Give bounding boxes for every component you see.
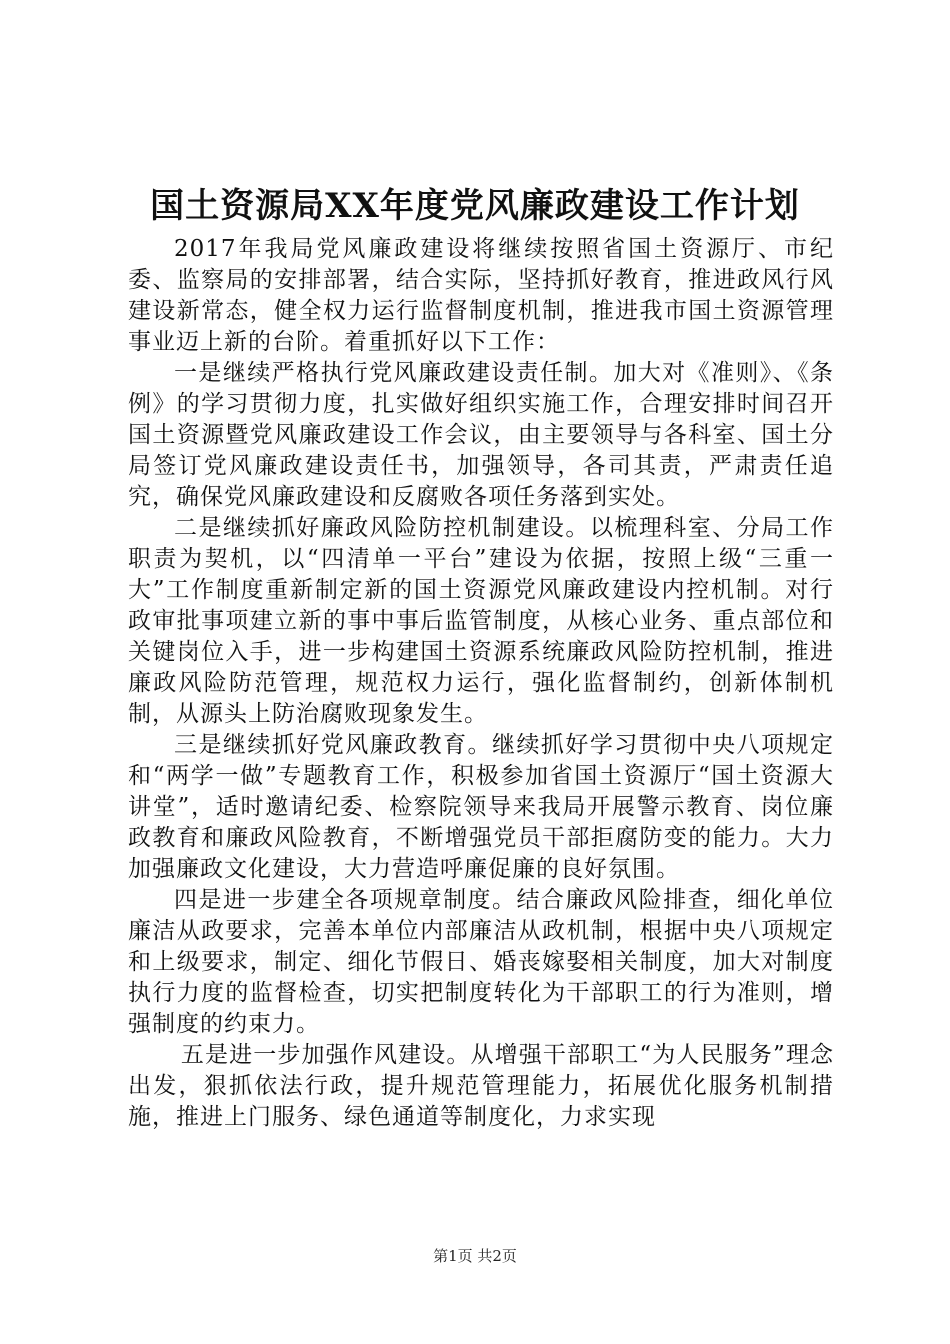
paragraph-intro: 2017年我局党风廉政建设将继续按照省国土资源厅、市纪委、监察局的安排部署，结合实际，坚持抓好教育，推进政风行风建设新常态，健全权力运行监督制度机制，推进我市国土资源管理事业迈上新的台阶。着重抓好以下工作：: [128, 236, 834, 355]
document-title: 国土资源局XX年度党风廉政建设工作计划: [150, 186, 800, 226]
document-body: [128, 234, 834, 1133]
paragraph-item-2: 二是继续抓好廉政风险防控机制建设。以梳理科室、分局工作职责为契机，以“四清单一平台”建设为依据，按照上级“三重一大”工作制度重新制定新的国土资源党风廉政建设内控机制。对行政审批事项建立新的事中事后监管制度，从核心业务、重点部位和关键岗位入手，进一步构建国土资源系统廉政风险防控机制，推进廉政风险防范管理，规范权力运行，强化监督制约，创新体制机制，从源头上防治腐败现象发生。: [128, 515, 834, 727]
paragraph-item-5: 五是进一步加强作风建设。从增强干部职工“为人民服务”理念出发，狠抓依法行政，提升规范管理能力，拓展优化服务机制措施，推进上门服务、绿色通道等制度化，力求实现: [128, 1042, 834, 1130]
paragraph-item-4: 四是进一步建全各项规章制度。结合廉政风险排查，细化单位廉洁从政要求，完善本单位内部廉洁从政机制，根据中央八项规定和上级要求，制定、细化节假日、婚丧嫁娶相关制度，加大对制度执行力度的监督检查，切实把制度转化为干部职工的行为准则，增强制度的约束力。: [128, 887, 834, 1037]
page-number-footer: 第1页 共2页: [433, 1247, 517, 1265]
paragraph-item-3: 三是继续抓好党风廉政教育。继续抓好学习贯彻中央八项规定和“两学一做”专题教育工作，积极参加省国土资源厅“国土资源大讲堂”，适时邀请纪委、检察院领导来我局开展警示教育、岗位廉政教育和廉政风险教育，不断增强党员干部拒腐防变的能力。大力加强廉政文化建设，大力营造呼廉促廉的良好氛围。: [128, 732, 834, 882]
paragraph-item-1: 一是继续严格执行党风廉政建设责任制。加大对《准则》、《条例》的学习贯彻力度，扎实做好组织实施工作，合理安排时间召开国土资源暨党风廉政建设工作会议，由主要领导与各科室、国土分局签订党风廉政建设责任书，加强领导，各司其责，严肃责任追究，确保党风廉政建设和反腐败各项任务落到实处。: [128, 360, 834, 510]
